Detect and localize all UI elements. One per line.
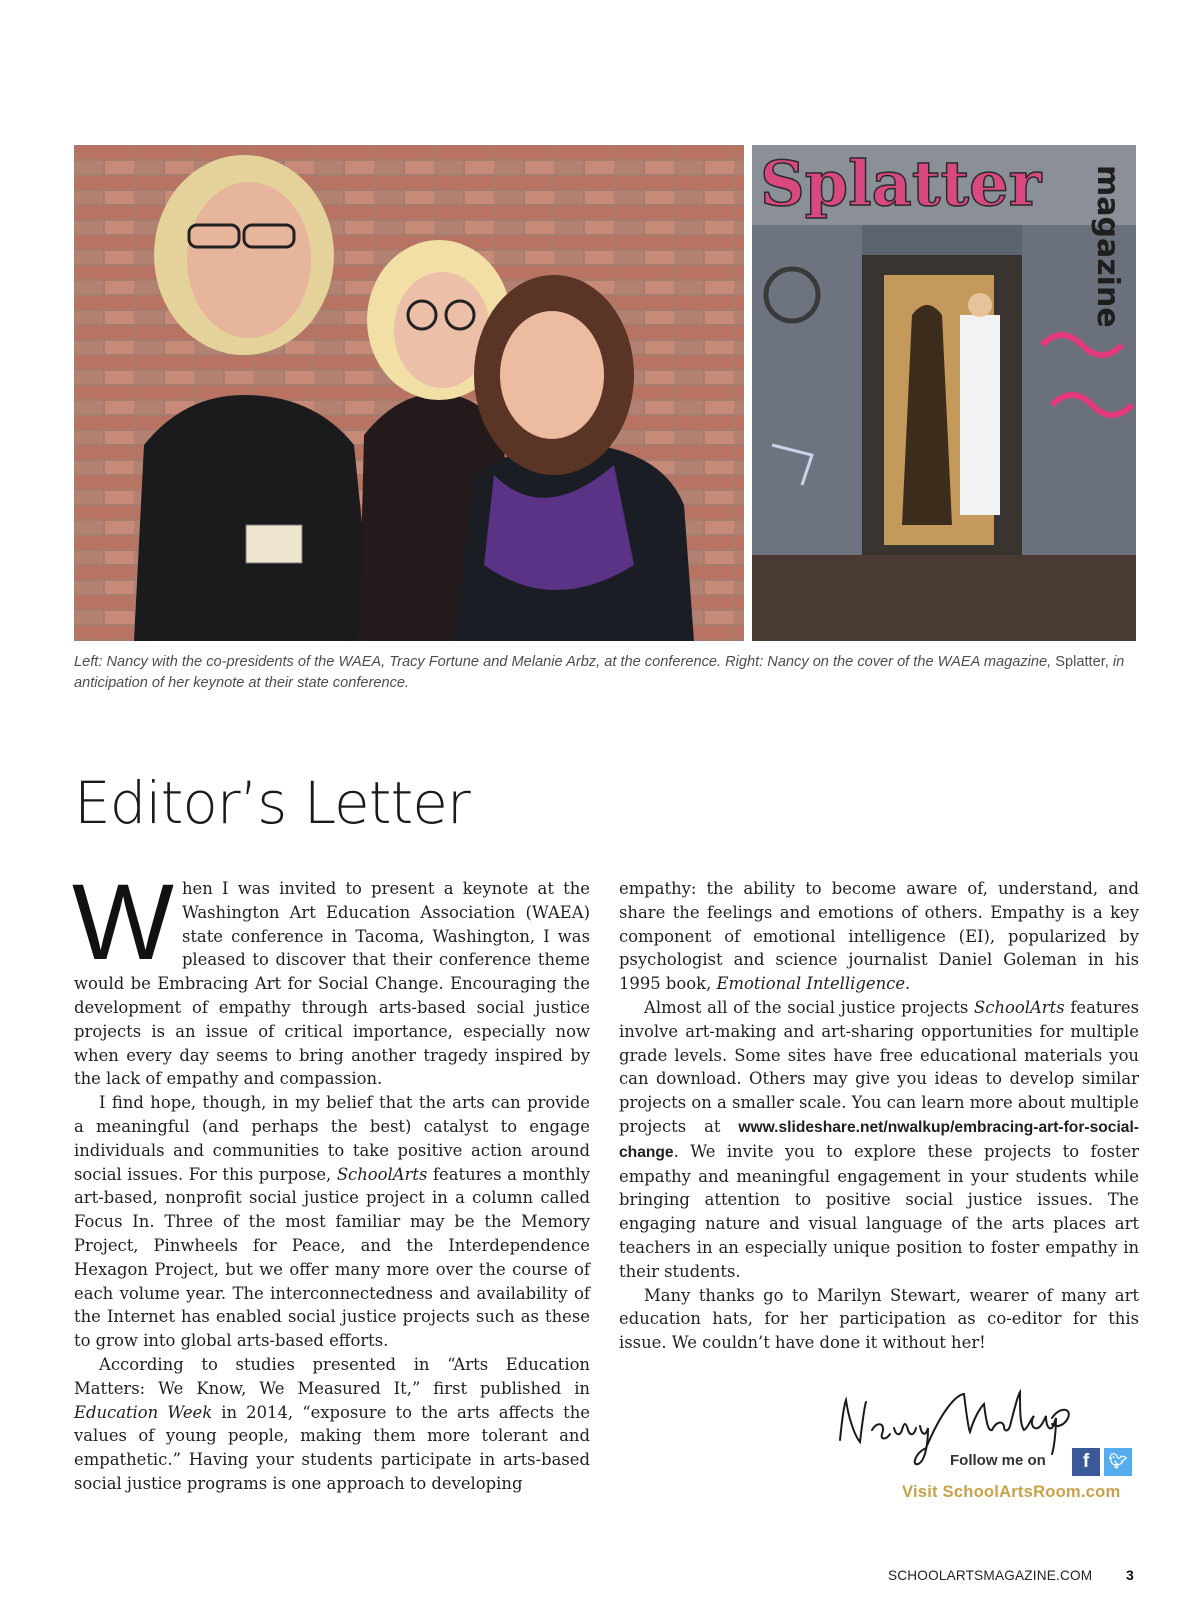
splatter-masthead: Splatter [760, 147, 1042, 220]
article-column-left [72, 861, 591, 1496]
drop-cap: W [72, 861, 174, 982]
footer-website: SCHOOLARTSMAGAZINE.COM [888, 1568, 1093, 1583]
publication-name: SchoolArts [336, 1164, 428, 1184]
paragraph-text: empathy: the ability to become aware of, understand, and share the feelings and emotions of others. Empathy is a key component of emotional intelligence (EI), popularized by psychologist and science journalist Daniel Goleman in his 1995 book, [619, 879, 1139, 994]
follow-me-label: Follow me on [950, 1452, 1046, 1469]
paragraph [72, 861, 590, 1091]
caption-text-2: in anticipation of her keynote at their state conference. [74, 654, 1125, 691]
publication-name: Education Week [74, 1402, 213, 1422]
magazine-side-label: magazine [1090, 165, 1125, 328]
photo-caption [74, 652, 1144, 694]
paragraph-text: Almost all of the social justice projects [644, 997, 969, 1017]
article-column-right [619, 877, 1139, 1355]
paragraph-text: hen I was invited to present a keynote at the Washington Art Education Association (WAEA) state conference in Tacoma, Washington, I was pleased to discover that their conference theme would be Embracing Art for Social Change. Encouraging the development of empathy through arts-based social justice projects is an issue of critical importance, especially now when every day seems to bring another tragedy inspired by the lack of empathy and compassion. [74, 879, 590, 1089]
paragraph-text: I find hope, though, in my belief that the arts can provide a meaningful (and perhaps the best) catalyst to engage individuals and communities to take positive action around social issues. For this purpose, [74, 1093, 590, 1184]
book-title: Emotional Intelligence. [716, 974, 911, 994]
paragraph-text: Many thanks go to Marilyn Stewart, wearer of many art education hats, for her participation as co-editor for this issue. We couldn’t have done it without her! [619, 1285, 1139, 1353]
paragraph [619, 996, 1139, 1284]
visit-schoolartsroom-link[interactable]: Visit SchoolArtsRoom.com [902, 1482, 1121, 1501]
facebook-icon[interactable]: f [1072, 1448, 1100, 1476]
photo-conference-group [74, 145, 744, 641]
twitter-icon[interactable]: 🐦︎ [1104, 1448, 1132, 1476]
paragraph [74, 1353, 590, 1496]
caption-text-1: Left: Nancy with the co-presidents of the WAEA, Tracy Fortune and Melanie Arbz, at the conference. Right: Nancy on the cover of the WAEA magazine, [74, 654, 1052, 670]
paragraph [619, 877, 1139, 996]
page-title: Editor’s Letter [74, 769, 470, 837]
publication-name: SchoolArts [974, 997, 1065, 1017]
paragraph-text: According to studies presented in “Arts Education Matters: We Know, We Measured It,” first published in [74, 1354, 590, 1398]
paragraph-text: in 2014, “exposure to the arts affects the values of young people, making them more tolerant and empathetic.” Having your students participate in arts-based social justice programs is one approach to developing [74, 1402, 590, 1493]
page-number: 3 [1126, 1567, 1134, 1583]
paragraph-text: . We invite you to explore these projects to foster empathy and meaningful engagement in your students while bringing attention to positive social justice issues. The engaging nature and visual language of the arts places art teachers in an especially unique position to foster empathy in their students. [619, 1141, 1139, 1281]
paragraph [619, 1284, 1139, 1355]
slideshare-link[interactable]: www.slideshare.net/nwalkup/embracing-art-for-social-change [619, 1118, 1139, 1161]
caption-magazine-name: Splatter, [1055, 654, 1109, 670]
paragraph-text: features involve art-making and art-sharing opportunities for multiple grade levels. Some sites have free educational materials you can download. Others may give you ideas to develop similar projects on a smaller scale. You can learn more about multiple projects at [619, 997, 1139, 1136]
paragraph [74, 1091, 590, 1353]
paragraph-text: features a monthly art-based, nonprofit social justice project in a column called Focus In. Three of the most familiar may be the Memory Project, Pinwheels for Peace, and the Interdependence Hexagon Project, but we offer many more over the course of each volume year. The interconnectedness and availability of the Internet has enabled social justice projects such as these to grow into global arts-based efforts. [74, 1164, 591, 1351]
photo-splatter-cover [752, 145, 1136, 641]
